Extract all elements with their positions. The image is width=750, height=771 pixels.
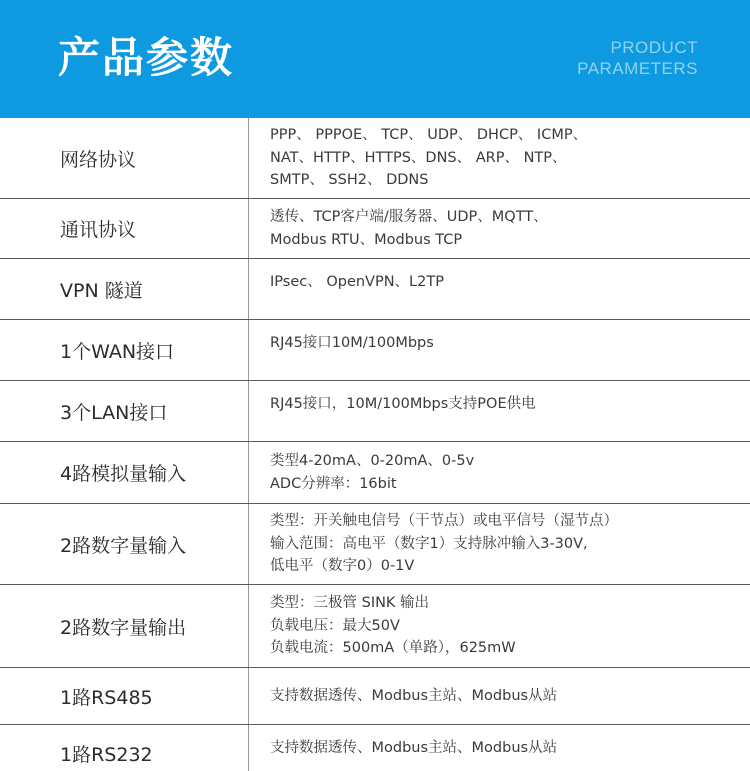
table-row <box>0 118 750 199</box>
row-label: 1路RS232 <box>60 743 153 766</box>
column-divider <box>248 118 249 198</box>
value-line: 负载电压：最大50V <box>270 617 400 634</box>
row-value <box>270 259 720 319</box>
row-label: 2路数字量输出 <box>60 616 187 639</box>
value-line: ADC分辨率：16bit <box>270 475 397 492</box>
value-line: 支持数据透传、Modbus主站、Modbus从站 <box>270 687 558 704</box>
table-row <box>0 199 750 259</box>
value-line: 类型：三极管 SINK 输出 <box>270 595 430 612</box>
value-line: RJ45接口，10M/100Mbps支持POE供电 <box>270 396 536 412</box>
row-value <box>270 118 720 198</box>
table-row <box>0 320 750 381</box>
table-row <box>0 381 750 442</box>
table-row <box>0 259 750 320</box>
row-label: 3个LAN接口 <box>60 401 168 424</box>
column-divider <box>248 320 249 380</box>
table-row <box>0 668 750 725</box>
row-label: 4路模拟量输入 <box>60 463 187 485</box>
table-row <box>0 725 750 771</box>
row-value <box>270 725 720 771</box>
value-line: 透传、TCP客户端/服务器、UDP、MQTT、 <box>270 209 548 225</box>
value-line: 支持数据透传、Modbus主站、Modbus从站 <box>270 739 558 756</box>
row-value <box>270 199 720 258</box>
row-label: 通讯协议 <box>60 219 137 241</box>
table-row <box>0 504 750 585</box>
value-line: 负载电流：500mA（单路），625mW <box>270 640 516 657</box>
column-divider <box>248 259 249 319</box>
header-banner <box>0 0 750 118</box>
value-line: 类型4-20mA、0-20mA、0-5v <box>270 453 475 469</box>
value-line: 类型：开关触电信号（干节点）或电平信号（湿节点） <box>270 513 618 530</box>
table-row <box>0 442 750 504</box>
value-line: 输入范围：高电平（数字1）支持脉冲输入3-30V, <box>270 535 588 552</box>
subtitle-line-1: PRODUCT <box>610 38 698 57</box>
column-divider <box>248 585 249 667</box>
row-value <box>270 381 720 441</box>
row-label: 网络协议 <box>60 148 137 171</box>
row-value <box>270 442 720 503</box>
value-line: RJ45接口10M/100Mbps <box>270 335 434 351</box>
page-title: 产品参数 <box>58 33 235 82</box>
row-label: 1个WAN接口 <box>60 340 175 363</box>
column-divider <box>248 199 249 258</box>
value-line: 低电平（数字0）0-1V <box>270 558 415 575</box>
row-value <box>270 320 720 380</box>
value-line: Modbus RTU、Modbus TCP <box>270 231 463 248</box>
page-subtitle <box>498 37 698 79</box>
value-line: IPsec、 OpenVPN、L2TP <box>270 274 444 290</box>
row-label: 1路RS485 <box>60 686 153 709</box>
subtitle-line-2: PARAMETERS <box>577 59 698 78</box>
row-label: VPN 隧道 <box>60 279 143 302</box>
row-value <box>270 504 720 584</box>
value-line: SMTP、 SSH2、 DDNS <box>270 172 429 189</box>
row-label: 2路数字量输入 <box>60 534 187 557</box>
column-divider <box>248 725 249 771</box>
column-divider <box>248 504 249 584</box>
value-line: PPP、 PPPOE、 TCP、 UDP、 DHCP、 ICMP、 <box>270 127 588 144</box>
row-value <box>270 585 720 667</box>
column-divider <box>248 668 249 724</box>
column-divider <box>248 442 249 503</box>
value-line: NAT、HTTP、HTTPS、DNS、 ARP、 NTP、 <box>270 149 567 166</box>
table-row <box>0 585 750 668</box>
row-value <box>270 668 720 724</box>
column-divider <box>248 381 249 441</box>
